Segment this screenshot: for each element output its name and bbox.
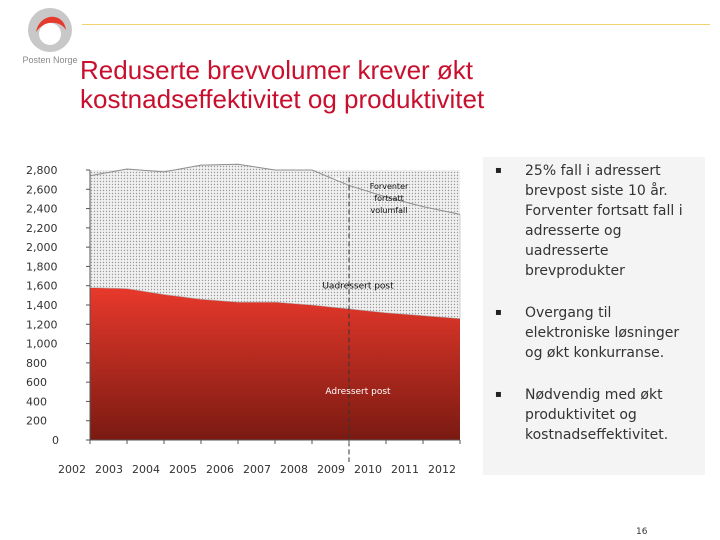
y-tick-label: 2,400 [26,202,58,216]
note-item [495,161,697,281]
volume-chart [0,150,470,480]
note-text: Overgang til elektroniske løsninger og økt konkurranse. [525,305,680,361]
y-tick-label: 1,200 [26,318,58,332]
y-tick-label: 2,600 [26,183,58,197]
x-tick-label: 2006 [206,463,234,476]
y-tick-label: 600 [26,376,47,390]
x-tick-label: 2003 [95,463,123,476]
bullet-icon: ▪ [495,389,502,400]
x-tick-label: 2009 [317,463,345,476]
x-tick-label: 2008 [280,463,308,476]
note-item [495,303,697,363]
note-text: Nødvendig med økt produktivitet og kostnadseffektivitet. [525,387,669,443]
page-number: 16 [636,527,648,537]
x-tick-label: 2004 [132,463,160,476]
y-tick-label: 2,800 [26,164,58,177]
note-text: 25% fall i adressert brevpost siste 10 år. Forventer fortsatt fall i adresserte og uadresserte brevprodukter [525,163,683,279]
y-tick-label: 1,000 [26,337,58,351]
posten-norge-logo [18,6,82,68]
label-uadressert-post: Uadressert post [322,281,394,292]
y-tick-label: 1,600 [26,279,58,293]
bullet-icon: ▪ [495,165,502,176]
note-item [495,385,697,445]
bullet-icon: ▪ [495,307,502,318]
x-tick-label: 2010 [354,463,382,476]
x-tick-label: 2007 [243,463,271,476]
header-rule [82,24,710,25]
y-tick-label: 2,000 [26,241,58,255]
y-tick-label: 2,200 [26,221,58,235]
y-tick-label: 200 [26,414,47,428]
y-tick-label: 1,400 [26,299,58,312]
forecast-annotation: Forventer fortsatt volumfall [369,182,409,215]
x-tick-label: 2002 [58,463,86,476]
y-tick-label: 1,800 [26,260,58,274]
logo-wordmark: Posten Norge [22,55,78,65]
y-tick-label: 400 [26,395,47,409]
slide-title: Reduserte brevvolumer krever økt kostnadseffektivitet og produktivitet [80,55,485,114]
notes-panel [483,157,705,475]
y-tick-label: 0 [52,434,59,447]
x-tick-label: 2011 [391,463,419,476]
x-tick-label: 2012 [428,463,456,476]
y-tick-label: 800 [26,356,47,370]
x-tick-label: 2005 [169,463,197,476]
label-adressert-post: Adressert post [325,386,391,397]
